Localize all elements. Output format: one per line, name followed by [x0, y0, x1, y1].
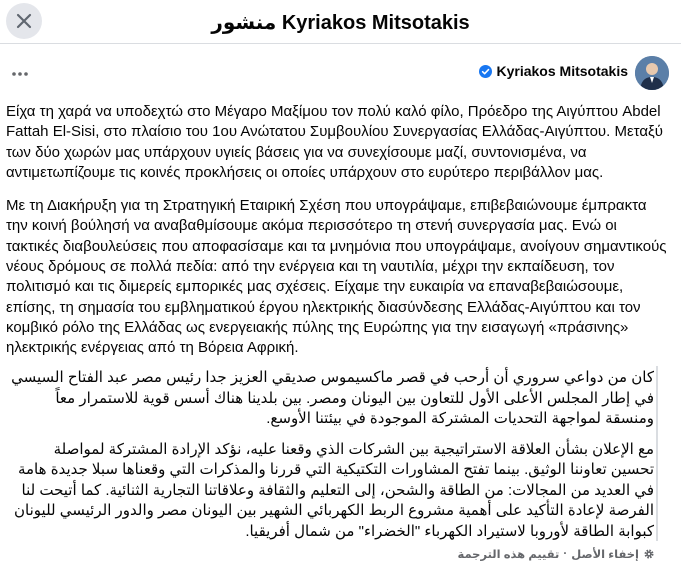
translation-footer — [457, 547, 655, 561]
author-block — [479, 63, 629, 79]
post-translation — [10, 368, 654, 552]
avatar-icon — [635, 56, 669, 90]
arabic-paragraph-2: مع الإعلان بشأن العلاقة الاستراتيجية بين الشركات الذي وقعنا عليه، نؤكد الإرادة المشتركة لمواصلة تحسين تعاوننا الوثيق. بينما تفتح المشاورات التكتيكية التي قررنا والمذكرات التي وقعناها سبلا جديدة هامة في العديد من المجالات: من الطاقة والشحن، إلى التعليم والثقافة وعلاقاتنا التجارية الثنائية. كما أتيحت لنا الفرصة لإعادة التأكيد على أهمية مشروع الربط الكهربائي الشهير بين اليونان مصر والدور الرئيسي لليونان كبوابة الطاقة لأوروبا لاستيراد الكهرباء "الخضراء" من شمال أفريقيا. — [14, 440, 654, 540]
greek-paragraph-2: Με τη Διακήρυξη για τη Στρατηγική Εταιρική Σχέση που υπογράψαμε, επιβεβαιώνουμε έμπρακτα την κοινή βούλησή να αναβαθμίσουμε ακόμα περισσότερο τη στενή συνεργασία μας. Ενώ οι τακτικές διαβουλεύσεις που αποφασίσαμε και τα μνημόνια που υπογράψαμε, ανοίγουν σημαντικούς νέους δρόμους σε πολλά πεδία: από την ενέργεια και τη ναυτιλία, μέχρι την εκπαίδευση, τον πολιτισμό και τις διμερείς εμπορικές μας σχέσεις. Είχαμε την ευκαιρία να επαναβεβαιώσουμε, επίσης, τη σημασία του εμβληματικού έργου ηλεκτρικής διασύνδεσης Ελλάδας-Αιγύπτου και τον κομβικό ρόλο της Ελλάδας ως ενεργειακής πύλης της Ευρώπης για την εισαγωγή «πράσινης» ηλεκτρικής ενέργειας από τη Βόρεια Αφρική. — [6, 197, 667, 357]
hide-original-link[interactable]: إخفاء الأصل — [571, 549, 639, 561]
arabic-paragraph-1: كان من دواعي سروري أن أرحب في قصر ماكسيموس صديقي العزيز جدا رئيس مصر عبد الفتاح السيسي في إطار المجلس الأعلى الأول للتعاون بين اليونان ومصر. بين بلدينا هناك أسس قوية للاستمرار معاً ومنسقة لمواجهة التحديات المشتركة الموجودة في بيئتنا الأوسع. — [11, 369, 654, 427]
verified-badge-icon — [479, 65, 492, 78]
post-header — [0, 54, 681, 94]
translation-divider — [656, 366, 658, 541]
author-name[interactable]: Kyriakos Mitsotakis — [496, 63, 628, 79]
gear-icon — [643, 548, 655, 560]
post-original-text — [6, 102, 672, 372]
greek-paragraph-1: Είχα τη χαρά να υποδεχτώ στο Μέγαρο Μαξίμου τον πολύ καλό φίλο, Πρόεδρο της Αιγύπτου Abdel Fattah El-Sisi, στο πλαίσιο του 1ου Ανώτατου Συμβουλίου Συνεργασίας Ελλάδας-Αιγύπτου. Μεταξύ των δύο χωρών μας υπάρχουν υγιείς βάσεις για να συνεχίσουμε μαζί, συντονισμένα, να αντιμετωπίζουμε τις κοινές προκλήσεις οι οποίες υπάρχουν στο ευρύτερο περιβάλλον μας. — [6, 103, 663, 181]
more-options-icon — [11, 71, 29, 77]
more-options-button[interactable] — [10, 64, 30, 84]
dialog-title: منشور Kyriakos Mitsotakis — [211, 12, 470, 34]
footer-separator: · — [563, 548, 568, 560]
dialog-header — [0, 0, 681, 44]
avatar[interactable] — [635, 56, 669, 90]
rate-translation-link[interactable]: تقييم هذه الترجمة — [457, 549, 560, 561]
